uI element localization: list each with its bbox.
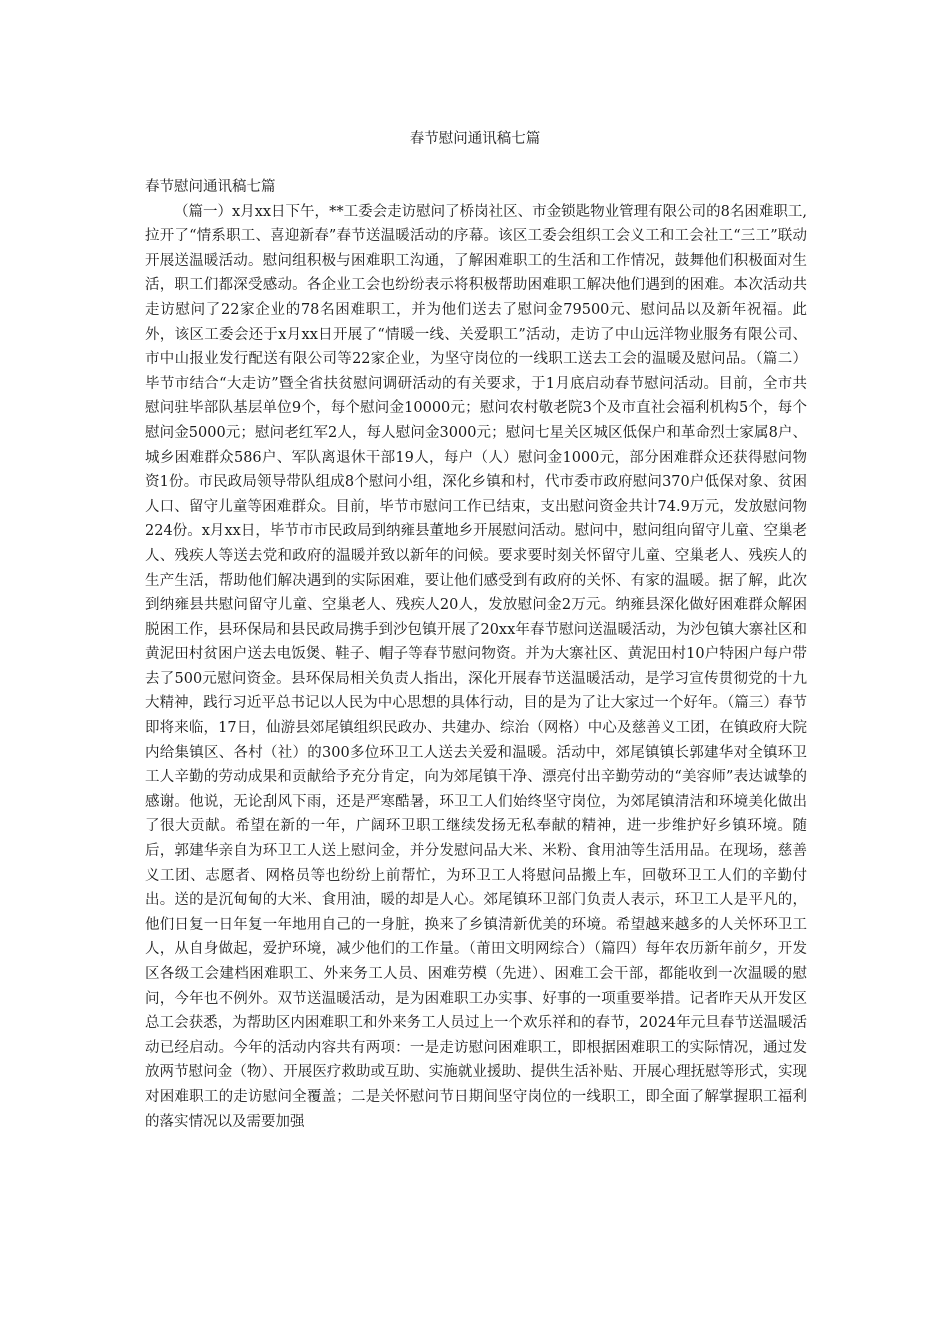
document-content xyxy=(145,175,807,1134)
body-paragraph: （篇一）x月xx日下午，**工委会走访慰问了桥岗社区、市金锁匙物业管理有限公司的8名困难职工,拉开了“情系职工、喜迎新春”春节送温暖活动的序幕。该区工委会组织工会义工和工会社工“三工”联动开展送温暖活动。慰问组积极与困难职工沟通，了解困难职工的生活和工作情况，鼓舞他们积极面对生活，职工们都深受感动。各企业工会也纷纷表示将积极帮助困难职工解决他们遇到的困难。本次活动共走访慰问了22家企业的78名困难职工，并为他们送去了慰问金79500元、慰问品以及新年祝福。此外，该区工委会还于x月xx日开展了“情暖一线、关爱职工”活动，走访了中山远洋物业服务有限公司、市中山报业发行配送有限公司等22家企业，为坚守岗位的一线职工送去工会的温暖及慰问品。（篇二）毕节市结合“大走访”暨全省扶贫慰问调研活动的有关要求，于1月底启动春节慰问活动。目前，全市共慰问驻毕部队基层单位9个，每个慰问金10000元；慰问农村敬老院3个及市直社会福利机构5个，每个慰问金5000元；慰问老红军2人，每人慰问金3000元；慰问七星关区城区低保户和革命烈士家属8户、城乡困难群众586户、军队离退休干部19人，每户（人）慰问金1000元，部分困难群众还获得慰问物资1份。市民政局领导带队组成8个慰问小组，深化乡镇和村，代市委市政府慰问370户低保对象、贫困人口、留守儿童等困难群众。目前，毕节市慰问工作已结束，支出慰问资金共计74.9万元，发放慰问物224份。x月xx日，毕节市市民政局到纳雍县董地乡开展慰问活动。慰问中，慰问组向留守儿童、空巢老人、残疾人等送去党和政府的温暖并致以新年的问候。要求要时刻关怀留守儿童、空巢老人、残疾人的生产生活，帮助他们解决遇到的实际困难，要让他们感受到有政府的关怀、有家的温暖。据了解，此次到纳雍县共慰问留守儿童、空巢老人、残疾人20人，发放慰问金2万元。纳雍县深化做好困难群众解困脱困工作，县环保局和县民政局携手到沙包镇开展了20xx年春节慰问送温暖活动，为沙包镇大寨社区和黄泥田村贫困户送去电饭煲、鞋子、帽子等春节慰问物资。并为大寨社区、黄泥田村10户特困户每户带去了500元慰问资金。县环保局相关负责人指出，深化开展春节送温暖活动，是学习宣传贯彻党的十九大精神，践行习近平总书记以人民为中心思想的具体行动，目的是为了让大家过一个好年。（篇三）春节即将来临，17日，仙游县郊尾镇组织民政办、共建办、综治（网格）中心及慈善义工团，在镇政府大院内给集镇区、各村（社）的300多位环卫工人送去关爱和温暖。活动中，郊尾镇镇长郭建华对全镇环卫工人辛勤的劳动成果和贡献给予充分肯定，向为郊尾镇干净、漂亮付出辛勤劳动的“美容师”表达诚挚的感谢。他说，无论刮风下雨，还是严寒酷暑，环卫工人们始终坚守岗位，为郊尾镇清洁和环境美化做出了很大贡献。希望在新的一年，广阔环卫职工继续发扬无私奉献的精神，进一步维护好乡镇环境。随后，郭建华亲自为环卫工人送上慰问金，并分发慰问品大米、米粉、食用油等生活用品。在现场，慈善义工团、志愿者、网格员等也纷纷上前帮忙，为环卫工人将慰问品搬上车，回敬环卫工人们的辛勤付出。送的是沉甸甸的大米、食用油，暖的却是人心。郊尾镇环卫部门负责人表示，环卫工人是平凡的，他们日复一日年复一年地用自己的一身脏，换来了乡镇清新优美的环境。希望越来越多的人关怀环卫工人，从自身做起，爱护环境，减少他们的工作量。（莆田文明网综合）（篇四）每年农历新年前夕，开发区各级工会建档困难职工、外来务工人员、困难劳模（先进）、困难工会干部，都能收到一次温暖的慰问，今年也不例外。双节送温暖活动，是为困难职工办实事、好事的一项重要举措。记者昨天从开发区总工会获悉，为帮助区内困难职工和外来务工人员过上一个欢乐祥和的春节，2024年元旦春节送温暖活动已经启动。今年的活动内容共有两项：一是走访慰问困难职工，即根据困难职工的实际情况，通过发放两节慰问金（物）、开展医疗救助或互助、实施就业援助、提供生活补贴、开展心理抚慰等形式，实现对困难职工的走访慰问全覆盖；二是关怀慰问节日期间坚守岗位的一线职工，即全面了解掌握职工福利的落实情况以及需要加强 xyxy=(145,203,807,1130)
document-subtitle: 春节慰问通讯稿七篇 xyxy=(145,179,276,195)
document-title: 春节慰问通讯稿七篇 xyxy=(409,131,541,147)
